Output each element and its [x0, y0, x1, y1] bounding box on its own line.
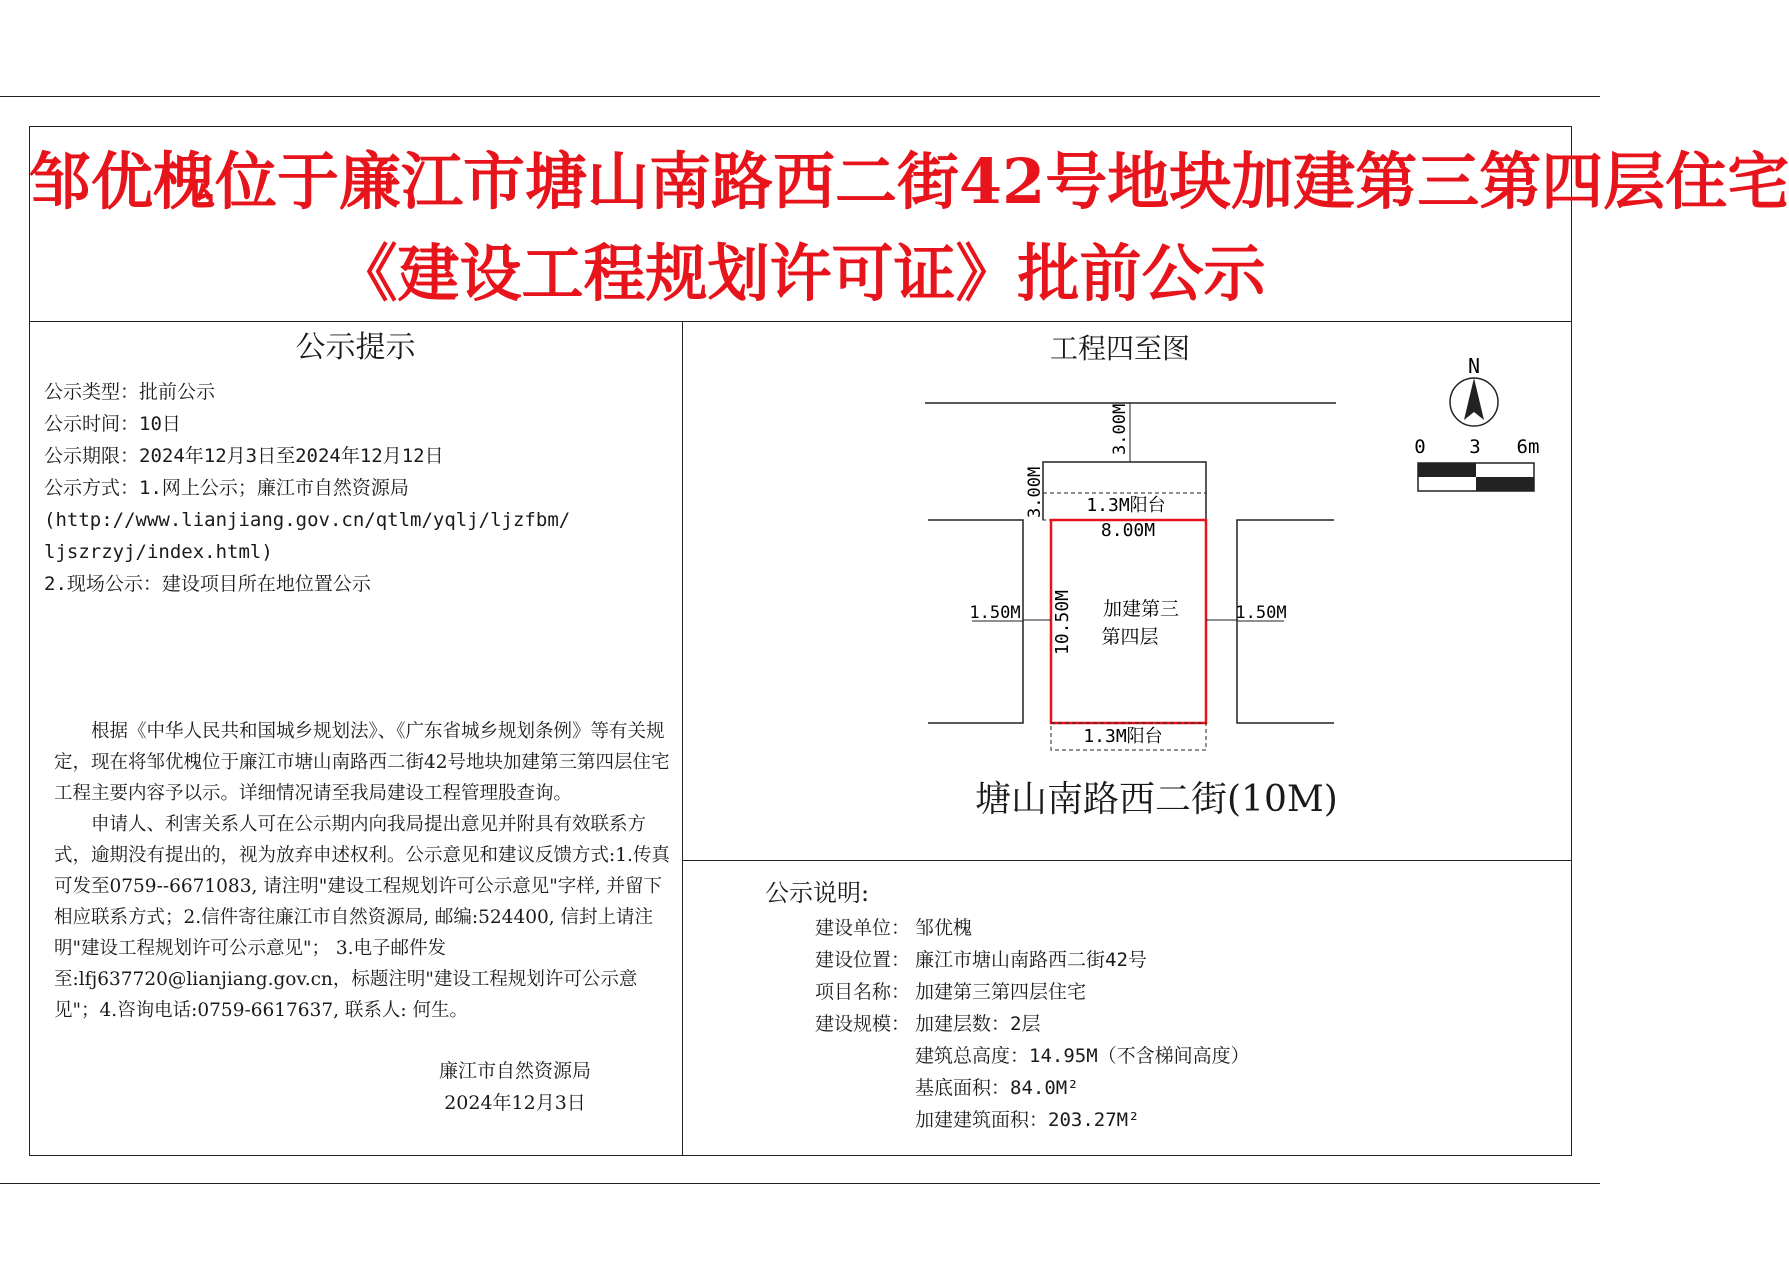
detail-base-area: 基底面积：84.0M²: [915, 1077, 1079, 1099]
notice-paragraph-1: 根据《中华人民共和国城乡规划法》、《广东省城乡规划条例》等有关规定，现在将邹优槐位于廉江市塘山南路西二街42号地块加建第三第四层住宅工程主要内容予以示。详细情况请至我局建设工程管理股查询。: [54, 721, 670, 804]
notice-title: [29, 126, 1789, 322]
notice-method: 公示方式：1.网上公示；廉江市自然资源局: [44, 477, 409, 499]
notice-url-1: (http://www.lianjiang.gov.cn/qtlm/yqlj/ljzfbm/: [44, 509, 571, 531]
north-label: N: [1467, 354, 1481, 378]
scale-bar: [1414, 436, 1539, 491]
scale-0: 0: [1414, 436, 1426, 458]
balcony-top-label: 1.3M阳台: [1086, 495, 1166, 516]
building-width: 8.00M: [1100, 520, 1156, 541]
notice-onsite: 2.现场公示：建设项目所在地位置公示: [44, 573, 371, 595]
notice-period: 公示期限：2024年12月3日至2024年12月12日: [44, 445, 444, 467]
dim-top: 3.00M: [1110, 403, 1130, 455]
detail-height: 建筑总高度：14.95M（不含梯间高度）: [915, 1045, 1250, 1067]
north-arrow-icon: [1450, 354, 1498, 426]
title-line-1: 邹优槐位于廉江市塘山南路西二街42号地块加建第三第四层住宅: [29, 145, 1789, 218]
balcony-bottom-label: 1.3M阳台: [1083, 726, 1163, 747]
side-right-dim: 1.50M: [1235, 603, 1287, 623]
side-left-dim: 1.50M: [969, 603, 1021, 623]
building-label-2: 第四层: [1101, 626, 1159, 648]
dim-balcony-depth: 3.00M: [1025, 466, 1045, 518]
notice-url-2: ljszrzyj/index.html): [44, 541, 273, 563]
row-divider: [682, 860, 1572, 861]
building-length: 10.50M: [1052, 589, 1073, 655]
scale-3: 3: [1469, 436, 1481, 458]
detail-project: 项目名称： 加建第三第四层住宅: [815, 981, 1087, 1003]
building-label-1: 加建第三: [1102, 598, 1180, 620]
notice-info: [44, 376, 674, 600]
sign-org: 廉江市自然资源局: [438, 1060, 591, 1082]
details-list: [815, 912, 1250, 1136]
diagram-heading: 工程四至图: [1050, 332, 1191, 365]
detail-scale: 建设规模： 加建层数：2层: [815, 1013, 1041, 1035]
details-heading: 公示说明:: [765, 879, 870, 907]
detail-location: 建设位置： 廉江市塘山南路西二街42号: [815, 949, 1147, 971]
sign-date: 2024年12月3日: [444, 1092, 586, 1114]
road-label: 塘山南路西二街(10M): [975, 779, 1338, 820]
notice-heading: 公示提示: [295, 330, 416, 365]
detail-added-area: 加建建筑面积：203.27M²: [915, 1109, 1140, 1131]
detail-unit: 建设单位： 邹优槐: [815, 917, 973, 939]
signature-block: [430, 1055, 600, 1119]
notice-time: 公示时间：10日: [44, 413, 181, 435]
notice-body: [54, 716, 674, 1026]
title-line-2: 《建设工程规划许可证》批前公示: [335, 237, 1266, 310]
scale-6: 6m: [1516, 436, 1540, 458]
notice-type: 公示类型：批前公示: [44, 381, 216, 403]
building-outline: [1051, 520, 1206, 723]
notice-paragraph-2: 申请人、利害关系人可在公示期内向我局提出意见并附具有效联系方式，逾期没有提出的，视为放弃申述权利。公示意见和建议反馈方式:1.传真可发至0759--6671083, 请注明"建设工程规划许可公示意见"字样, 并留下相应联系方式；2.信件寄往廉江市自然资源局, 邮编:524400, 信封上请注明"建设工程规划许可公示意见"； 3.电子邮件发至:lfj637720@lianjiang.gov.cn，标题注明"建设工程规划许可公示意见"；4.咨询电话:0759-6617637, 联系人: 何生。: [54, 814, 670, 1021]
